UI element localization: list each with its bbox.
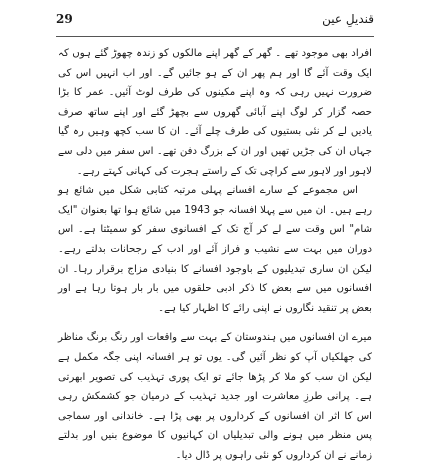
header-divider: [56, 36, 374, 37]
body-paragraph: افراد بھی موجود تھے ۔ گھر کے گھر اپنے مالکوں کو زندہ چھوڑ گئے ہوں کہ ایک وقت آئے گا اور ہم پھر ان کے ہو جائیں گے۔ اور اب انہیں اس کی ضرورت نہیں رہی کہ وہ اپنے مکینوں کی طرف لوٹ آئیں۔ عمر کا بڑا حصہ گزار کر لوگ اپنے آبائی گھروں سے بچھڑ گئے اور اپنے ساتھ صرف یادیں لے کر نئی بستیوں کی طرف چلے آئے۔ ان کا سب کچھ وہیں رہ گیا جہاں ان کی جڑیں تھیں اور ان کے بزرگ دفن تھے۔ اس سفر میں دلی سے لاہور اور لاہور سے کراچی تک کے راستے ہجرت کی کہانی کہتے رہے۔: [58, 48, 372, 177]
page-body: [58, 44, 372, 465]
body-paragraph: اس مجموعے کے سارے افسانے پہلی مرتبہ کتابی شکل میں شائع ہو رہے ہیں۔ ان میں سے پہلا افسانہ جو 1943 میں شائع ہوا تھا بعنوان "ایک شام" اس وقت سے لے کر آج تک کے افسانوی سفر کو سمیٹتا ہے۔ اس دوران میں بہت سے نشیب و فراز آئے اور ادب کے رجحانات بدلتے رہے۔ لیکن ان ساری تبدیلیوں کے باوجود افسانے کا بنیادی مزاج برقرار رہا۔ ان افسانوں میں سے بعض کا ذکر ادبی حلقوں میں بار بار ہوتا رہا ہے اور بعض پر تنقید نگاروں نے اپنی رائے کا اظہار کیا ہے۔: [58, 185, 373, 314]
paragraph-gap: [58, 318, 372, 328]
running-head: قندیلِ عین: [322, 12, 374, 26]
body-paragraph: میرے ان افسانوں میں ہندوستان کے بہت سے واقعات اور رنگ برنگ مناظر کی جھلکیاں آپ کو نظر آئیں گی۔ یوں تو ہر افسانہ اپنی جگہ مکمل ہے لیکن ان سب کو ملا کر پڑھا جائے تو ایک پوری تہذیب کی تصویر ابھرتی ہے۔ پرانی طرزِ معاشرت اور جدید تہذیب کے درمیان جو کشمکش رہی اس کا اثر ان افسانوں کے کرداروں پر بھی پڑا ہے۔ خاندانی اور سماجی پس منظر میں ہونے والی تبدیلیاں ان کہانیوں کا موضوع بنیں اور بدلتے زمانے نے ان کرداروں کو نئی راہوں پر ڈال دیا۔: [58, 332, 372, 461]
page-number: 29: [56, 12, 73, 26]
page-header: [56, 12, 374, 34]
